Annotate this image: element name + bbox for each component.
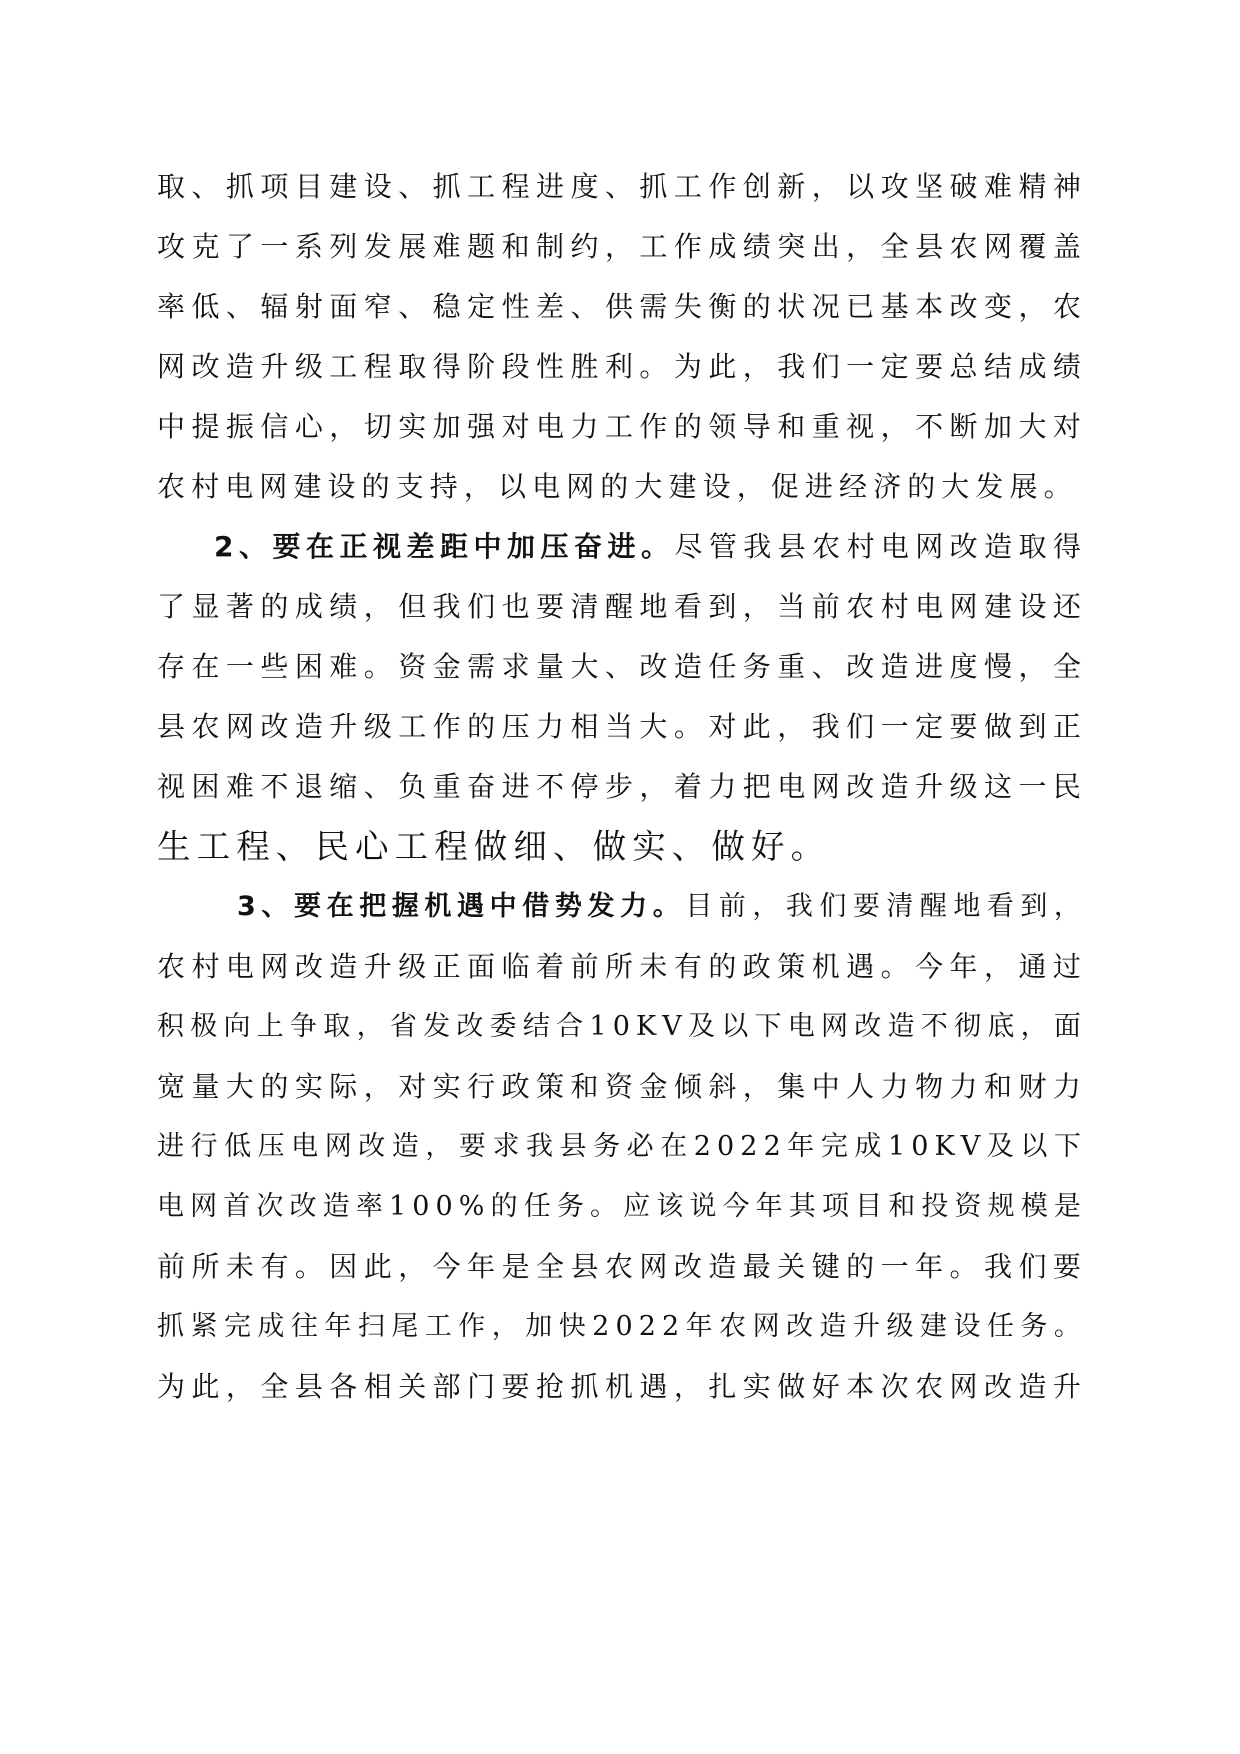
body-text-line: 前所未有。因此，今年是全县农网改造最关键的一年。我们要 — [157, 1250, 1087, 1283]
body-text-fragment: 目前，我们要清醒地看到， — [685, 891, 1088, 922]
section-heading-3: 3、要在把握机遇中借势发力。 — [237, 891, 686, 922]
body-text-line: 网改造升级工程取得阶段性胜利。为此，我们一定要总结成绩 — [157, 350, 1087, 383]
body-text-line: 积极向上争取，省发改委结合10KV及以下电网改造不彻底，面 — [157, 1011, 1087, 1042]
body-text-line: 取、抓项目建设、抓工程进度、抓工作创新，以攻坚破难精神 — [157, 170, 1087, 203]
body-text-line: 进行低压电网改造，要求我县务必在2022年完成10KV及以下 — [157, 1131, 1087, 1162]
body-text-line: 攻克了一系列发展难题和制约，工作成绩突出，全县农网覆盖 — [157, 230, 1087, 263]
body-text-line: 抓紧完成往年扫尾工作，加快2022年农网改造升级建设任务。 — [157, 1311, 1087, 1342]
body-text-line: 视困难不退缩、负重奋进不停步，着力把电网改造升级这一民 — [157, 770, 1087, 803]
body-text-line: 宽量大的实际，对实行政策和资金倾斜，集中人力物力和财力 — [157, 1070, 1087, 1103]
body-text-line: 电网首次改造率100%的任务。应该说今年其项目和投资规模是 — [157, 1191, 1087, 1222]
body-text-line: 县农网改造升级工作的压力相当大。对此，我们一定要做到正 — [157, 710, 1087, 743]
body-text-fragment: 尽管我县农村电网改造取得 — [674, 530, 1087, 563]
body-text-line: 为此，全县各相关部门要抢抓机遇，扎实做好本次农网改造升 — [157, 1370, 1087, 1403]
section-heading-2: 2、要在正视差距中加压奋进。 — [214, 530, 675, 563]
body-text-line: 中提振信心，切实加强对电力工作的领导和重视，不断加大对 — [157, 410, 1087, 443]
body-text-line: 了显著的成绩，但我们也要清醒地看到，当前农村电网建设还 — [157, 590, 1087, 623]
body-text-line: 率低、辐射面窄、稳定性差、供需失衡的状况已基本改变，农 — [157, 290, 1087, 323]
body-text-line: 生工程、民心工程做细、做实、做好。 — [157, 827, 831, 866]
body-text-line: 存在一些困难。资金需求量大、改造任务重、改造进度慢，全 — [157, 650, 1087, 683]
body-text-line: 农村电网改造升级正面临着前所未有的政策机遇。今年，通过 — [157, 950, 1087, 983]
body-text-line: 农村电网建设的支持，以电网的大建设，促进经济的大发展。 — [157, 470, 1078, 503]
